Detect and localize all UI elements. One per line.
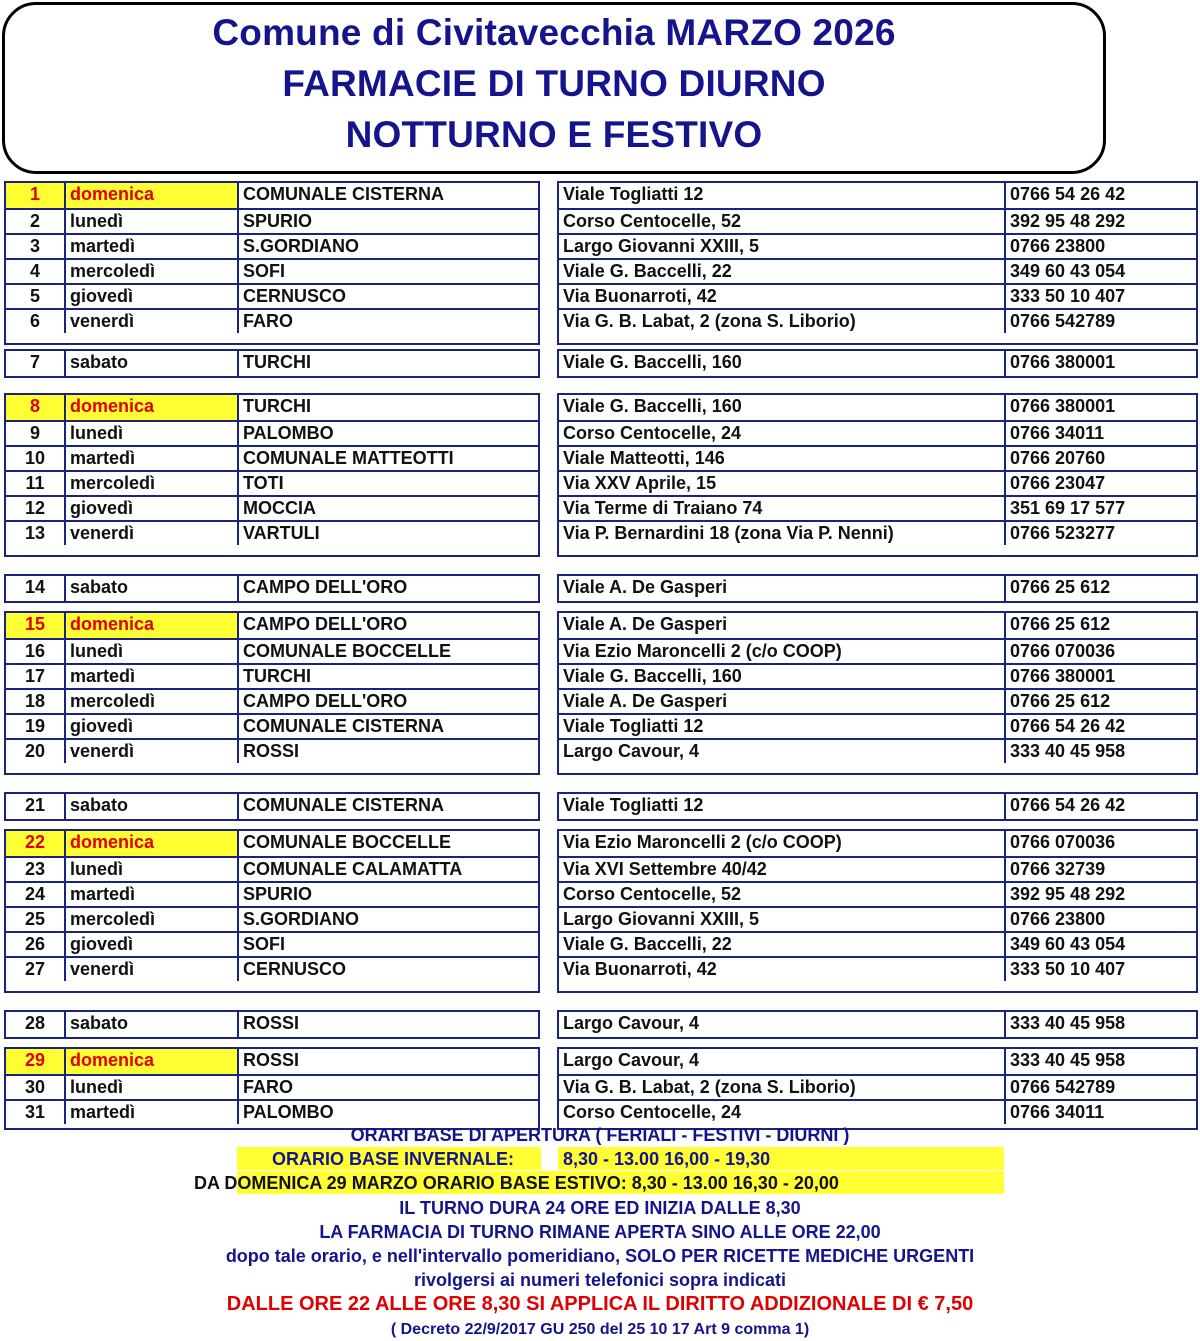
pharmacy-cell: ROSSI xyxy=(243,741,300,761)
schedule-group-left xyxy=(4,181,540,345)
weekday-cell: giovedì xyxy=(66,497,239,520)
title-box xyxy=(2,2,1106,174)
winter-label: ORARIO BASE INVERNALE: xyxy=(272,1149,515,1169)
schedule-group-left xyxy=(4,829,540,993)
address-cell: Via Ezio Maroncelli 2 (c/o COOP) xyxy=(559,831,1006,856)
summer-line xyxy=(194,1172,839,1194)
table-row xyxy=(559,1012,1196,1037)
after-hours-note: dopo tale orario, e nell'intervallo pomeridiano, SOLO PER RICETTE MEDICHE URGENTI xyxy=(225,1246,975,1266)
address-cell: Viale Togliatti 12 xyxy=(559,794,1006,819)
table-row xyxy=(6,445,538,470)
pharmacy-cell: COMUNALE BOCCELLE xyxy=(243,832,451,852)
table-row xyxy=(559,495,1196,520)
table-row xyxy=(559,856,1196,881)
table-row xyxy=(559,183,1196,208)
table-row xyxy=(6,1074,538,1099)
day-cell: 4 xyxy=(6,260,66,283)
pharmacy-cell: ROSSI xyxy=(243,1013,300,1033)
table-row xyxy=(6,856,538,881)
weekday-cell: giovedì xyxy=(66,715,239,738)
table-row xyxy=(559,420,1196,445)
day-cell: 13 xyxy=(6,522,66,545)
pharmacy-cell: TURCHI xyxy=(243,352,311,372)
phone-cell: 0766 070036 xyxy=(1010,832,1116,852)
day-cell: 26 xyxy=(6,933,66,956)
table-row xyxy=(559,906,1196,931)
address-cell: Via Buonarroti, 42 xyxy=(559,285,1006,308)
table-row xyxy=(6,1099,538,1124)
table-row xyxy=(6,283,538,308)
address-cell: Corso Centocelle, 24 xyxy=(559,422,1006,445)
address-cell: Corso Centocelle, 52 xyxy=(559,883,1006,906)
pharmacy-cell: PALOMBO xyxy=(243,1102,334,1122)
phone-cell: 0766 25 612 xyxy=(1010,577,1111,597)
day-cell: 6 xyxy=(6,310,66,333)
table-row xyxy=(559,520,1196,545)
address-cell: Viale G. Baccelli, 160 xyxy=(559,395,1006,420)
weekday-cell: martedì xyxy=(66,1101,239,1124)
table-row xyxy=(559,794,1196,819)
turn-info: IL TURNO DURA 24 ORE ED INIZIA DALLE 8,30 xyxy=(399,1198,801,1218)
schedule-group-right xyxy=(557,611,1198,775)
pharmacy-cell: S.GORDIANO xyxy=(243,236,360,256)
phone-cell: 333 40 45 958 xyxy=(1010,1013,1126,1033)
weekday-cell: sabato xyxy=(66,794,239,819)
phone-cell: 0766 23800 xyxy=(1010,236,1106,256)
phone-cell: 0766 20760 xyxy=(1010,448,1106,468)
table-row xyxy=(6,713,538,738)
day-cell: 2 xyxy=(6,210,66,233)
pharmacy-cell: ROSSI xyxy=(243,1050,300,1070)
day-cell: 22 xyxy=(6,831,66,856)
pharmacy-cell: CERNUSCO xyxy=(243,959,347,979)
weekday-cell: mercoledì xyxy=(66,260,239,283)
table-row xyxy=(6,1049,538,1074)
address-cell: Viale G. Baccelli, 22 xyxy=(559,933,1006,956)
summer-text: OMENICA 29 MARZO ORARIO BASE ESTIVO: 8,30 - 13.00 16,30 - 20,00 xyxy=(237,1173,839,1193)
pharmacy-cell: S.GORDIANO xyxy=(243,909,360,929)
table-row xyxy=(6,831,538,856)
address-cell: Via XXV Aprile, 15 xyxy=(559,472,1006,495)
weekday-cell: sabato xyxy=(66,351,239,376)
pharmacy-cell: COMUNALE CISTERNA xyxy=(243,184,444,204)
weekday-cell: venerdì xyxy=(66,310,239,333)
table-row xyxy=(559,258,1196,283)
pharmacy-cell: TOTI xyxy=(243,473,284,493)
table-row xyxy=(559,576,1196,601)
table-row xyxy=(6,420,538,445)
table-row xyxy=(6,881,538,906)
day-cell: 9 xyxy=(6,422,66,445)
address-cell: Largo Cavour, 4 xyxy=(559,1012,1006,1037)
phone-cell: 351 69 17 577 xyxy=(1010,498,1126,518)
day-cell: 7 xyxy=(6,351,66,376)
table-row xyxy=(6,351,538,376)
weekday-cell: giovedì xyxy=(66,933,239,956)
address-cell: Corso Centocelle, 24 xyxy=(559,1101,1006,1124)
schedule-group-left xyxy=(4,393,540,557)
schedule-group-left xyxy=(4,349,540,378)
table-row xyxy=(559,470,1196,495)
phone-cell: 0766 25 612 xyxy=(1010,691,1111,711)
day-cell: 31 xyxy=(6,1101,66,1124)
day-cell: 20 xyxy=(6,740,66,763)
phone-cell: 0766 380001 xyxy=(1010,396,1116,416)
surcharge-warning: DALLE ORE 22 ALLE ORE 8,30 SI APPLICA IL DIRITTO ADDIZIONALE DI € 7,50 xyxy=(226,1293,974,1315)
weekday-cell: sabato xyxy=(66,1012,239,1037)
pharmacy-cell: CAMPO DELL'ORO xyxy=(243,577,408,597)
table-row xyxy=(559,931,1196,956)
table-row xyxy=(559,308,1196,333)
weekday-cell: lunedì xyxy=(66,210,239,233)
day-cell: 10 xyxy=(6,447,66,470)
table-row xyxy=(559,395,1196,420)
weekday-cell: mercoledì xyxy=(66,908,239,931)
table-row xyxy=(559,283,1196,308)
weekday-cell: venerdì xyxy=(66,522,239,545)
phone-cell: 0766 380001 xyxy=(1010,666,1116,686)
table-row xyxy=(6,638,538,663)
phone-cell: 333 40 45 958 xyxy=(1010,1050,1126,1070)
day-cell: 12 xyxy=(6,497,66,520)
pharmacy-cell: COMUNALE CALAMATTA xyxy=(243,859,463,879)
table-row xyxy=(6,1012,538,1037)
table-row xyxy=(559,351,1196,376)
address-cell: Via G. B. Labat, 2 (zona S. Liborio) xyxy=(559,1076,1006,1099)
address-cell: Largo Cavour, 4 xyxy=(559,740,1006,763)
schedule-group-right xyxy=(557,792,1198,821)
table-row xyxy=(6,258,538,283)
table-row xyxy=(6,906,538,931)
address-cell: Viale A. De Gasperi xyxy=(559,690,1006,713)
pharmacy-cell: COMUNALE CISTERNA xyxy=(243,795,444,815)
phone-cell: 0766 542789 xyxy=(1010,1077,1116,1097)
phone-cell: 0766 25 612 xyxy=(1010,614,1111,634)
pharmacy-cell: COMUNALE MATTEOTTI xyxy=(243,448,454,468)
weekday-cell: lunedì xyxy=(66,1076,239,1099)
pharmacy-cell: CAMPO DELL'ORO xyxy=(243,614,408,634)
phone-cell: 0766 32739 xyxy=(1010,859,1106,879)
day-cell: 3 xyxy=(6,235,66,258)
table-row xyxy=(6,470,538,495)
weekday-cell: lunedì xyxy=(66,858,239,881)
address-cell: Viale Matteotti, 146 xyxy=(559,447,1006,470)
pharmacy-cell: SPURIO xyxy=(243,884,313,904)
pharmacy-cell: CAMPO DELL'ORO xyxy=(243,691,408,711)
weekday-cell: martedì xyxy=(66,235,239,258)
schedule-group-right xyxy=(557,393,1198,557)
hours-title: ORARI BASE DI APERTURA ( FERIALI - FESTIVI - DIURNI ) xyxy=(350,1125,850,1145)
table-row xyxy=(559,445,1196,470)
weekday-cell: domenica xyxy=(66,831,239,856)
schedule-group-left xyxy=(4,574,540,603)
schedule-group-right xyxy=(557,574,1198,603)
weekday-cell: martedì xyxy=(66,665,239,688)
table-row xyxy=(559,713,1196,738)
day-cell: 17 xyxy=(6,665,66,688)
weekday-cell: mercoledì xyxy=(66,472,239,495)
pharmacy-cell: TURCHI xyxy=(243,666,311,686)
table-row xyxy=(6,520,538,545)
page-title-municipality: Comune di Civitavecchia MARZO 2026 xyxy=(212,12,896,53)
weekday-cell: lunedì xyxy=(66,422,239,445)
weekday-cell: domenica xyxy=(66,1049,239,1074)
pharmacy-cell: FARO xyxy=(243,1077,294,1097)
address-cell: Via XVI Settembre 40/42 xyxy=(559,858,1006,881)
schedule-group-left xyxy=(4,1047,540,1130)
table-row xyxy=(559,738,1196,763)
pharmacy-cell: TURCHI xyxy=(243,396,311,416)
address-cell: Largo Giovanni XXIII, 5 xyxy=(559,908,1006,931)
day-cell: 21 xyxy=(6,794,66,819)
weekday-cell: sabato xyxy=(66,576,239,601)
page-title-line2: FARMACIE DI TURNO DIURNO xyxy=(282,63,826,104)
weekday-cell: martedì xyxy=(66,447,239,470)
open-until: LA FARMACIA DI TURNO RIMANE APERTA SINO ALLE ORE 22,00 xyxy=(319,1222,881,1242)
pharmacy-cell: CERNUSCO xyxy=(243,286,347,306)
weekday-cell: martedì xyxy=(66,883,239,906)
pharmacy-cell: FARO xyxy=(243,311,294,331)
address-cell: Via Buonarroti, 42 xyxy=(559,958,1006,981)
phone-cell: 349 60 43 054 xyxy=(1010,261,1126,281)
pharmacy-cell: SPURIO xyxy=(243,211,313,231)
schedule-group-right xyxy=(557,349,1198,378)
address-cell: Largo Cavour, 4 xyxy=(559,1049,1006,1074)
weekday-cell: venerdì xyxy=(66,740,239,763)
day-cell: 16 xyxy=(6,640,66,663)
table-row xyxy=(6,738,538,763)
table-row xyxy=(6,233,538,258)
page-title-line3: NOTTURNO E FESTIVO xyxy=(345,114,763,155)
phone-cell: 0766 542789 xyxy=(1010,311,1116,331)
schedule-group-right xyxy=(557,1010,1198,1039)
day-cell: 30 xyxy=(6,1076,66,1099)
address-cell: Via G. B. Labat, 2 (zona S. Liborio) xyxy=(559,310,1006,333)
address-cell: Via P. Bernardini 18 (zona Via P. Nenni) xyxy=(559,522,1006,545)
day-cell: 8 xyxy=(6,395,66,420)
schedule-group-left xyxy=(4,611,540,775)
schedule-group-right xyxy=(557,829,1198,993)
table-row xyxy=(6,956,538,981)
table-row xyxy=(559,663,1196,688)
phone-cell: 0766 070036 xyxy=(1010,641,1116,661)
phone-cell: 0766 54 26 42 xyxy=(1010,184,1126,204)
address-cell: Via Ezio Maroncelli 2 (c/o COOP) xyxy=(559,640,1006,663)
table-row xyxy=(6,495,538,520)
address-cell: Viale A. De Gasperi xyxy=(559,576,1006,601)
pharmacy-cell: SOFI xyxy=(243,934,286,954)
address-cell: Largo Giovanni XXIII, 5 xyxy=(559,235,1006,258)
address-cell: Viale G. Baccelli, 160 xyxy=(559,351,1006,376)
table-row xyxy=(559,1074,1196,1099)
phone-cell: 0766 34011 xyxy=(1010,1102,1105,1122)
weekday-cell: mercoledì xyxy=(66,690,239,713)
address-cell: Corso Centocelle, 52 xyxy=(559,210,1006,233)
pharmacy-cell: SOFI xyxy=(243,261,286,281)
pharmacy-cell: VARTULI xyxy=(243,523,320,543)
table-row xyxy=(6,183,538,208)
winter-hours: 8,30 - 13.00 16,00 - 19,30 xyxy=(563,1149,771,1169)
day-cell: 1 xyxy=(6,183,66,208)
table-row xyxy=(559,688,1196,713)
day-cell: 11 xyxy=(6,472,66,495)
phone-cell: 333 50 10 407 xyxy=(1010,959,1126,979)
table-row xyxy=(559,208,1196,233)
phone-cell: 0766 54 26 42 xyxy=(1010,795,1126,815)
address-cell: Viale Togliatti 12 xyxy=(559,715,1006,738)
table-row xyxy=(559,638,1196,663)
decree-reference: ( Decreto 22/9/2017 GU 250 del 25 10 17 Art 9 comma 1) xyxy=(390,1321,810,1338)
phone-cell: 349 60 43 054 xyxy=(1010,934,1126,954)
day-cell: 29 xyxy=(6,1049,66,1074)
phone-cell: 0766 23047 xyxy=(1010,473,1106,493)
day-cell: 15 xyxy=(6,613,66,638)
table-row xyxy=(559,1099,1196,1124)
pharmacy-cell: COMUNALE BOCCELLE xyxy=(243,641,451,661)
schedule-group-left xyxy=(4,792,540,821)
day-cell: 25 xyxy=(6,908,66,931)
phone-cell: 0766 523277 xyxy=(1010,523,1116,543)
address-cell: Viale G. Baccelli, 160 xyxy=(559,665,1006,688)
table-row xyxy=(6,613,538,638)
day-cell: 24 xyxy=(6,883,66,906)
table-row xyxy=(559,1049,1196,1074)
day-cell: 19 xyxy=(6,715,66,738)
table-row xyxy=(559,831,1196,856)
phone-cell: 0766 34011 xyxy=(1010,423,1105,443)
table-row xyxy=(6,576,538,601)
table-row xyxy=(559,613,1196,638)
pharmacy-cell: PALOMBO xyxy=(243,423,334,443)
phone-cell: 0766 54 26 42 xyxy=(1010,716,1126,736)
phone-cell: 0766 23800 xyxy=(1010,909,1106,929)
day-cell: 23 xyxy=(6,858,66,881)
phone-cell: 392 95 48 292 xyxy=(1010,884,1126,904)
table-row xyxy=(6,931,538,956)
table-row xyxy=(6,663,538,688)
table-row xyxy=(6,395,538,420)
phone-cell: 333 40 45 958 xyxy=(1010,741,1126,761)
phone-cell: 333 50 10 407 xyxy=(1010,286,1126,306)
day-cell: 5 xyxy=(6,285,66,308)
schedule-group-left xyxy=(4,1010,540,1039)
weekday-cell: lunedì xyxy=(66,640,239,663)
weekday-cell: domenica xyxy=(66,183,239,208)
weekday-cell: domenica xyxy=(66,613,239,638)
summer-prefix: DA D xyxy=(194,1173,238,1193)
table-row xyxy=(559,956,1196,981)
table-row xyxy=(559,233,1196,258)
table-row xyxy=(6,208,538,233)
weekday-cell: venerdì xyxy=(66,958,239,981)
address-cell: Viale A. De Gasperi xyxy=(559,613,1006,638)
table-row xyxy=(6,308,538,333)
schedule-group-right xyxy=(557,181,1198,345)
table-row xyxy=(6,794,538,819)
address-cell: Via Terme di Traiano 74 xyxy=(559,497,1006,520)
schedule-group-right xyxy=(557,1047,1198,1130)
table-row xyxy=(559,881,1196,906)
weekday-cell: domenica xyxy=(66,395,239,420)
contact-note: rivolgersi ai numeri telefonici sopra indicati xyxy=(413,1270,787,1290)
phone-cell: 0766 380001 xyxy=(1010,352,1116,372)
address-cell: Viale G. Baccelli, 22 xyxy=(559,260,1006,283)
pharmacy-cell: COMUNALE CISTERNA xyxy=(243,716,444,736)
day-cell: 28 xyxy=(6,1012,66,1037)
day-cell: 27 xyxy=(6,958,66,981)
pharmacy-cell: MOCCIA xyxy=(243,498,316,518)
phone-cell: 392 95 48 292 xyxy=(1010,211,1126,231)
day-cell: 18 xyxy=(6,690,66,713)
day-cell: 14 xyxy=(6,576,66,601)
weekday-cell: giovedì xyxy=(66,285,239,308)
table-row xyxy=(6,688,538,713)
address-cell: Viale Togliatti 12 xyxy=(559,183,1006,208)
